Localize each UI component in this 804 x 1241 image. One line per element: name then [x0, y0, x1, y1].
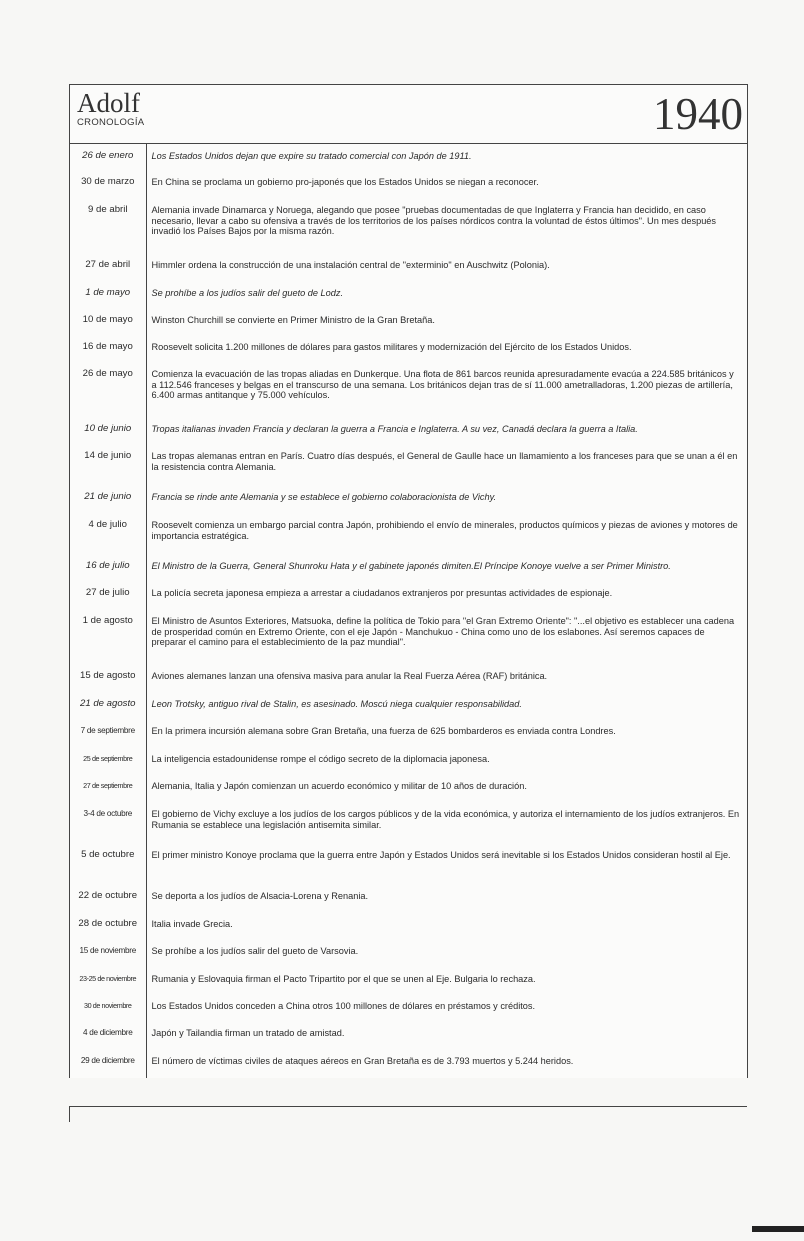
- event-date: 27 de julio: [70, 581, 146, 609]
- event-description: El gobierno de Vichy excluye a los judíos de los cargos públicos y de la vida económica, y autoriza el internamiento de los judíos extranjeros. En Rumania se establece una legislación antisemita similar.: [151, 809, 740, 830]
- event-description: En China se proclama un gobierno pro-japonés que los Estados Unidos se niegan a reconocer.: [151, 177, 539, 187]
- event-date: 7 de septiembre: [70, 719, 146, 747]
- event-description: Leon Trotsky, antiguo rival de Stalin, es asesinado. Moscú niega cualquier responsabilidad.: [151, 699, 522, 709]
- event-date: 10 de mayo: [70, 308, 146, 335]
- event-description: Himmler ordena la construcción de una instalación central de "exterminio" en Auschwitz (Polonia).: [151, 260, 550, 270]
- table-row: [70, 967, 747, 994]
- event-date: 28 de octubre: [70, 912, 146, 939]
- table-left-rule-tail: [69, 1106, 70, 1122]
- event-date: 26 de enero: [70, 144, 146, 170]
- table-row: [70, 912, 747, 939]
- event-description: Alemania invade Dinamarca y Noruega, alegando que posee "pruebas documentadas de que Inglaterra y Francia han decidido, en caso necesario, llevar a cabo su ofensiva a través de los territorios de los países nórdicos contra la voluntad de éstos últimos". Un mes después invadió los Países Bajos por la misma razón.: [151, 205, 717, 237]
- table-row: [70, 198, 747, 253]
- event-description: Los Estados Unidos conceden a China otros 100 millones de dólares en préstamos y créditos.: [151, 1001, 536, 1011]
- event-description: La inteligencia estadounidense rompe el código secreto de la diplomacia japonesa.: [151, 754, 490, 764]
- event-description: Los Estados Unidos dejan que expire su tratado comercial con Japón de 1911.: [151, 151, 472, 161]
- event-description: Francia se rinde ante Alemania y se establece el gobierno colaboracionista de Vichy.: [151, 492, 497, 502]
- event-date: 26 de mayo: [70, 362, 146, 417]
- table-row: [70, 253, 747, 281]
- table-row: [70, 581, 747, 609]
- event-date: 21 de junio: [70, 485, 146, 513]
- event-date: 27 de abril: [70, 253, 146, 281]
- table-row: [70, 1021, 747, 1049]
- event-date: 30 de marzo: [70, 170, 146, 198]
- event-date: 4 de diciembre: [70, 1021, 146, 1049]
- table-row: [70, 747, 747, 774]
- scan-edge-mark: [752, 1226, 804, 1232]
- chronology-table: [70, 144, 747, 1078]
- event-description: Se deporta a los judíos de Alsacia-Lorena y Renania.: [151, 891, 369, 901]
- event-description: El número de víctimas civiles de ataques aéreos en Gran Bretaña es de 3.793 muertos y 5.244 heridos.: [151, 1056, 574, 1066]
- event-description: Roosevelt comienza un embargo parcial contra Japón, prohibiendo el envío de minerales, productos químicos y piezas de aviones y motores de importancia estratégica.: [151, 520, 738, 541]
- event-description: Japón y Tailandia firman un tratado de amistad.: [151, 1028, 345, 1038]
- event-description: Aviones alemanes lanzan una ofensiva masiva para anular la Real Fuerza Aérea (RAF) británica.: [151, 671, 548, 681]
- table-row: [70, 719, 747, 747]
- event-date: 22 de octubre: [70, 884, 146, 912]
- table-row: [70, 664, 747, 692]
- event-date: 15 de noviembre: [70, 939, 146, 967]
- event-date: 16 de julio: [70, 554, 146, 581]
- event-description: El primer ministro Konoye proclama que la guerra entre Japón y Estados Unidos será inevitable si los Estados Unidos consideran hostil al Eje.: [151, 850, 731, 860]
- table-row: [70, 362, 747, 417]
- event-date: 30 de noviembre: [70, 994, 146, 1021]
- table-row: [70, 444, 747, 485]
- header-year: 1940: [653, 89, 743, 139]
- table-row: [70, 335, 747, 362]
- table-row: [70, 308, 747, 335]
- event-description: Se prohíbe a los judíos salir del gueto de Lodz.: [151, 288, 344, 298]
- event-description: Alemania, Italia y Japón comienzan un acuerdo económico y militar de 10 años de duración.: [151, 781, 527, 791]
- event-date: 9 de abril: [70, 198, 146, 253]
- chronology-page: [69, 84, 748, 1078]
- event-description: Se prohíbe a los judíos salir del gueto de Varsovia.: [151, 946, 359, 956]
- table-row: [70, 1049, 747, 1078]
- event-date: 1 de mayo: [70, 281, 146, 308]
- table-row: [70, 554, 747, 581]
- event-date: 1 de agosto: [70, 609, 146, 664]
- table-row: [70, 281, 747, 308]
- table-row: [70, 485, 747, 513]
- table-row: [70, 144, 747, 170]
- table-row: [70, 692, 747, 719]
- event-description: Italia invade Grecia.: [151, 919, 233, 929]
- event-date: 21 de agosto: [70, 692, 146, 719]
- event-date: 3-4 de octubre: [70, 802, 146, 843]
- event-description: El Ministro de Asuntos Exteriores, Matsuoka, define la política de Tokio para "el Gran Extremo Oriente": "...el objetivo es establecer una cadena de prosperidad común en Extremo Oriente, con el eje Japón - Manchukuo - China como uno de los eslabones. Así seremos capaces de preparar el camino para el establecimiento de la paz mundial".: [151, 616, 735, 648]
- table-row: [70, 939, 747, 967]
- header-title: Adolf: [77, 88, 140, 118]
- event-description: Tropas italianas invaden Francia y declaran la guerra a Francia e Inglaterra. A su vez, Canadá declara la guerra a Italia.: [151, 424, 638, 434]
- event-date: 25 de septiembre: [70, 747, 146, 774]
- event-description: Winston Churchill se convierte en Primer Ministro de la Gran Bretaña.: [151, 315, 435, 325]
- event-date: 16 de mayo: [70, 335, 146, 362]
- event-date: 27 de septiembre: [70, 774, 146, 802]
- page-header: [70, 85, 747, 144]
- table-row: [70, 513, 747, 554]
- event-description: Roosevelt solicita 1.200 millones de dólares para gastos militares y modernización del Ejército de los Estados Unidos.: [151, 342, 632, 352]
- table-bottom-rule: [69, 1106, 747, 1107]
- event-date: 5 de octubre: [70, 843, 146, 884]
- table-row: [70, 170, 747, 198]
- table-row: [70, 417, 747, 444]
- event-description: Comienza la evacuación de las tropas aliadas en Dunkerque. Una flota de 861 barcos reunida apresuradamente evacúa a 224.585 británicos y a 112.546 franceses y belgas en el transcurso de una semana. Los británicos dejan tras de sí 11.000 ametralladoras, 1.200 piezas de artillería, 6.400 armas antitanque y 75.000 vehículos.: [151, 369, 734, 401]
- event-date: 23-25 de noviembre: [70, 967, 146, 994]
- event-date: 15 de agosto: [70, 664, 146, 692]
- event-description: Las tropas alemanas entran en París. Cuatro días después, el General de Gaulle hace un llamamiento a los franceses para que se unan a él en la resistencia contra Alemania.: [151, 451, 738, 472]
- event-date: 29 de diciembre: [70, 1049, 146, 1078]
- event-description: El Ministro de la Guerra, General Shunroku Hata y el gabinete japonés dimiten.El Príncipe Konoye vuelve a ser Primer Ministro.: [151, 561, 671, 571]
- table-row: [70, 994, 747, 1021]
- table-row: [70, 802, 747, 843]
- table-row: [70, 843, 747, 884]
- event-date: 4 de julio: [70, 513, 146, 554]
- event-description: Rumania y Eslovaquia firman el Pacto Tripartito por el que se unen al Eje. Bulgaria lo rechaza.: [151, 974, 536, 984]
- event-date: 14 de junio: [70, 444, 146, 485]
- table-row: [70, 774, 747, 802]
- event-description: La policía secreta japonesa empieza a arrestar a ciudadanos extranjeros por presuntas actividades de espionaje.: [151, 588, 613, 598]
- table-row: [70, 884, 747, 912]
- table-row: [70, 609, 747, 664]
- event-date: 10 de junio: [70, 417, 146, 444]
- event-description: En la primera incursión alemana sobre Gran Bretaña, una fuerza de 625 bombarderos es enviada contra Londres.: [151, 726, 616, 736]
- header-subtitle: CRONOLOGÍA: [77, 117, 145, 128]
